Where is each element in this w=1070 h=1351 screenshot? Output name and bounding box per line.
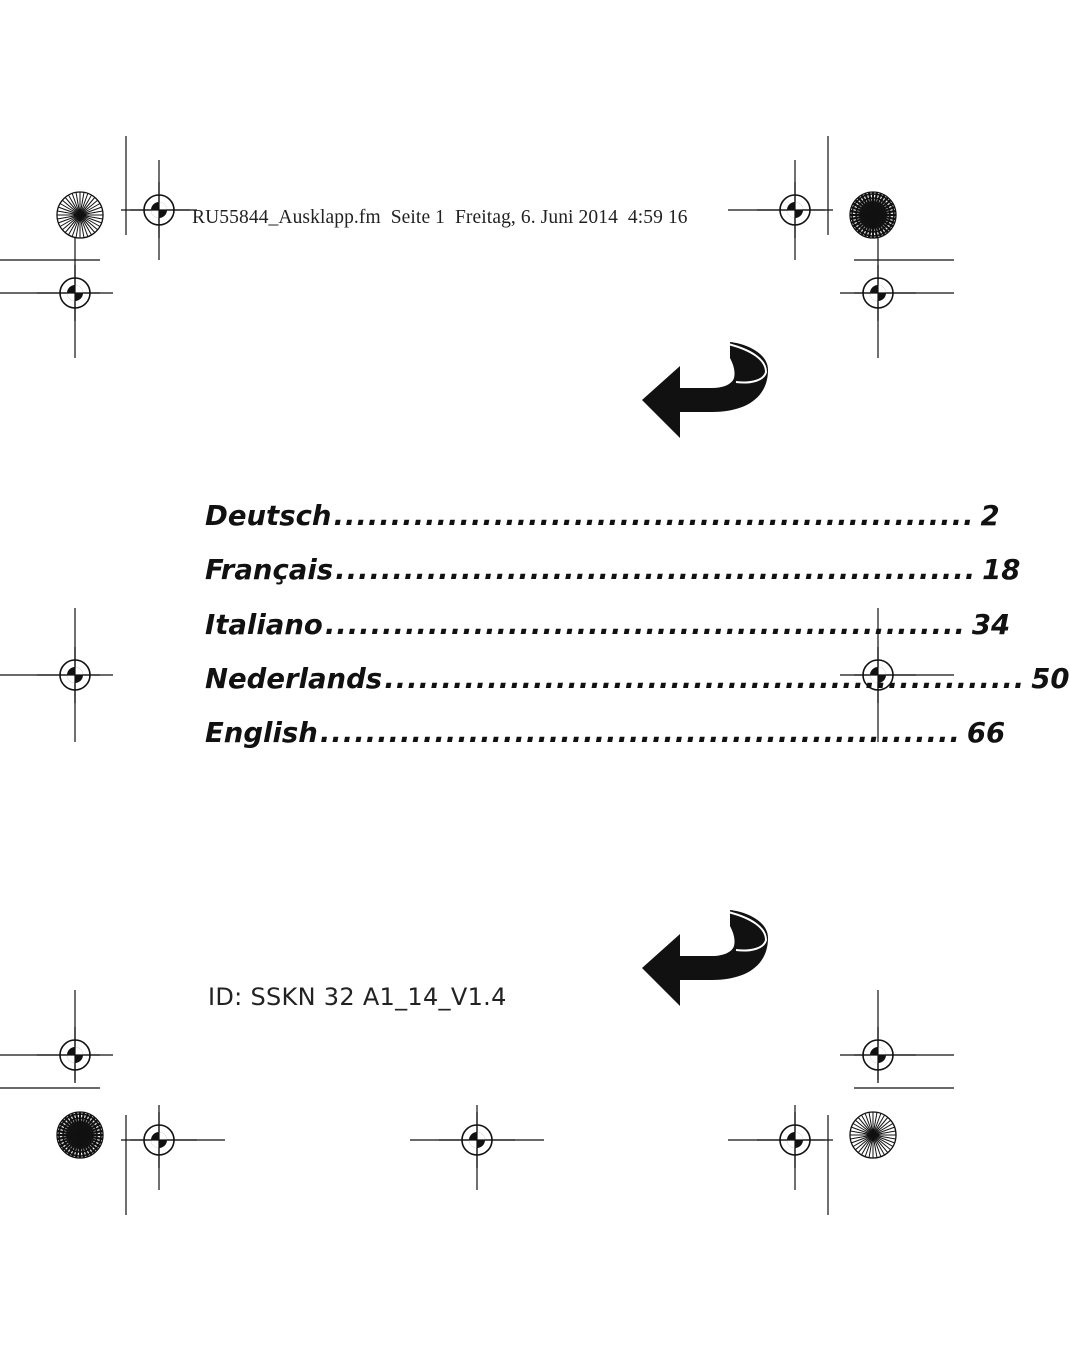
toc-entry-page: 50 [1031,662,1070,695]
toc-entry[interactable] [205,500,1000,554]
toc-entry-label: English [205,717,318,750]
toc-leader-dots: ........................................................ [335,554,977,587]
starburst-target-icon [850,192,896,238]
toc-entry[interactable] [205,717,1006,771]
toc-entry[interactable] [205,554,1021,608]
toc-entry[interactable] [205,608,1011,663]
file-info-header: RU55844_Ausklapp.fm Seite 1 Freitag, 6. Juni 2014 4:59 16 [192,207,688,228]
toc-entry-label: Deutsch [205,500,332,532]
toc-leader-dots: ........................................................ [333,500,975,532]
toc-entry-label: Nederlands [205,662,383,695]
toc-leader-dots: ........................................................ [324,608,966,641]
starburst-target-icon [57,1112,103,1158]
toc-entry[interactable] [205,662,1070,717]
starburst-target-icon [850,1112,896,1158]
toc-entry-page: 34 [971,608,1011,641]
toc-entry-page: 66 [966,717,1006,750]
toc-entry-page: 2 [980,500,1000,532]
curved-fold-arrow-icon [640,340,772,440]
document-id: ID: SSKN 32 A1_14_V1.4 [208,983,507,1011]
starburst-target-icon [57,192,103,238]
toc-entry-label: Italiano [205,608,323,641]
toc-leader-dots: ........................................................ [319,717,961,750]
toc-entry-page: 18 [982,554,1021,587]
table-of-contents [205,500,1070,771]
toc-leader-dots: ........................................................ [384,662,1026,695]
curved-fold-arrow-icon [640,908,772,1008]
toc-entry-label: Français [205,554,334,587]
